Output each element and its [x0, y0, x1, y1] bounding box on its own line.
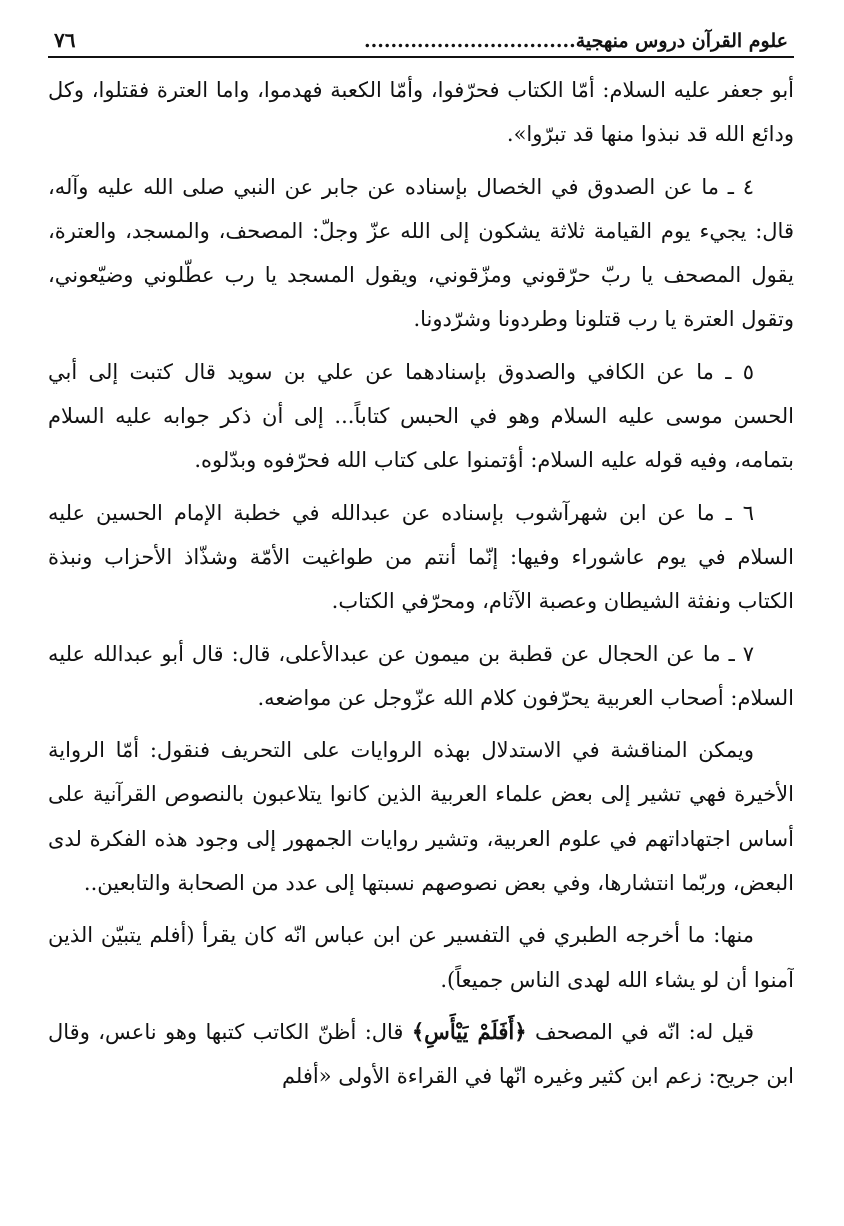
document-page	[48, 18, 794, 1208]
quran-verse: ﴿أَفَلَمْ يَيْأَسِ﴾	[411, 1018, 527, 1044]
paragraph-mushaf	[48, 1010, 794, 1099]
paragraph-tabari: منها: ما أخرجه الطبري في التفسير عن ابن عباس انّه كان يقرأ (أفلم يتبيّن الذين آمنوا أن لو يشاء الله لهدى الناس جميعاً).	[48, 923, 794, 992]
page-body	[48, 68, 794, 1099]
book-title: علوم القرآن دروس منهجية................................	[364, 30, 788, 52]
paragraph-narration-7: ٧ ـ ما عن الحجال عن قطبة بن ميمون عن عبدالأعلى، قال: قال أبو عبدالله عليه السلام: أصحاب العربية يحرّفون كلام الله عزّوجل عن مواضعه.	[48, 641, 794, 710]
mushaf-text-before: قيل له: انّه في المصحف	[526, 1019, 755, 1044]
paragraph-discussion: ويمكن المناقشة في الاستدلال بهذه الروايات على التحريف فنقول: أمّا الرواية الأخيرة فهي تشير إلى بعض علماء العربية الذين كانوا يتلاعبون بالنصوص القرآنية على أساس اجتهاداتهم في علوم العربية، وتشير روايات الجمهور إلى وجود هذه الفكرة لدى البعض، وربّما انتشارها، وفي بعض نصوصهم نسبتها إلى عدد من الصحابة والتابعين..	[48, 738, 794, 896]
mushaf-text-after: قال: أظنّ الكاتب كتبها وهو ناعس، وقال ابن جريح: زعم ابن كثير وغيره انّها في القراءة الأولى «أفلم	[48, 1019, 794, 1089]
paragraph-narration-6: ٦ ـ ما عن ابن شهرآشوب بإسناده عن عبدالله في خطبة الإمام الحسين عليه السلام في يوم عاشوراء وفيها: إنّما أنتم من طواغيت الأمّة وشذّاذ الأحزاب ونبذة الكتاب ونفثة الشيطان وعصبة الآثام، ومحرّفي الكتاب.	[48, 500, 794, 614]
running-header	[48, 18, 794, 58]
paragraph-narration-5: ٥ ـ ما عن الكافي والصدوق بإسنادهما عن علي بن سويد قال كتبت إلى أبي الحسن موسى عليه السلام وهو في الحبس كتاباً... إلى أن ذكر جوابه عليه السلام بتمامه، وفيه قوله عليه السلام: أؤتمنوا على كتاب الله فحرّفوه وبدّلوه.	[48, 359, 794, 473]
paragraph-narration-4: ٤ ـ ما عن الصدوق في الخصال بإسناده عن جابر عن النبي صلى الله عليه وآله، قال: يجيء يوم القيامة ثلاثة يشكون إلى الله عزّ وجلّ: المصحف، والمسجد، والعترة، يقول المصحف يا ربّ حرّقوني ومزّقوني، ويقول المسجد يا رب عطّلوني وضيّعوني، وتقول العترة يا رب قتلونا وطردونا وشرّدونا.	[48, 174, 794, 332]
paragraph-1: أبو جعفر عليه السلام: أمّا الكتاب فحرّفوا، وأمّا الكعبة فهدموا، واما العترة فقتلوا، وكل ودائع الله قد نبذوا منها قد تبرّوا».	[48, 78, 794, 147]
page-number: ٧٦	[54, 28, 76, 52]
